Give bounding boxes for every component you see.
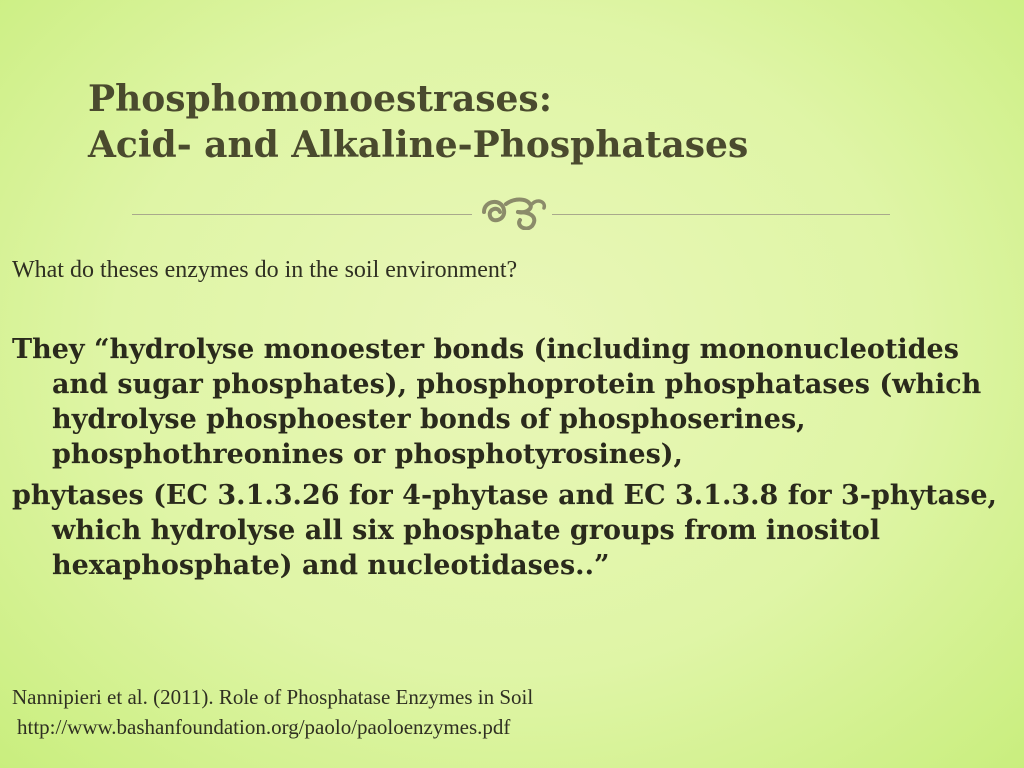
title-line-2: Acid- and Alkaline-Phosphatases (88, 124, 749, 166)
reference-block (12, 682, 533, 742)
flourish-ornament-icon (476, 194, 552, 230)
title-divider (132, 196, 890, 228)
answer-paragraph: phytases (EC 3.1.3.26 for 4-phytase and EC 3.1.3.8 for 3-phytase, which hydrolyse all six phosphate groups from inositol hexaphosphate) and nucleotidases..” (12, 480, 997, 581)
reference-citation: Nannipieri et al. (2011). Role of Phosphatase Enzymes in Soil (12, 685, 534, 709)
title-line-1: Phosphomonoestrases: (88, 78, 552, 120)
slide-title (88, 76, 988, 168)
question-text: What do theses enzymes do in the soil environment? (12, 257, 518, 283)
answer-block (12, 332, 1012, 589)
divider-line-left (132, 214, 472, 215)
reference-url: http://www.bashanfoundation.org/paolo/paoloenzymes.pdf (17, 715, 511, 739)
divider-line-right (552, 214, 890, 215)
answer-paragraph: They “hydrolyse monoester bonds (including mononucleotides and sugar phosphates), phosphoprotein phosphatases (which hydrolyse phosphoester bonds of phosphoserines, phosphothreonines or phosphotyrosines), (12, 334, 982, 470)
